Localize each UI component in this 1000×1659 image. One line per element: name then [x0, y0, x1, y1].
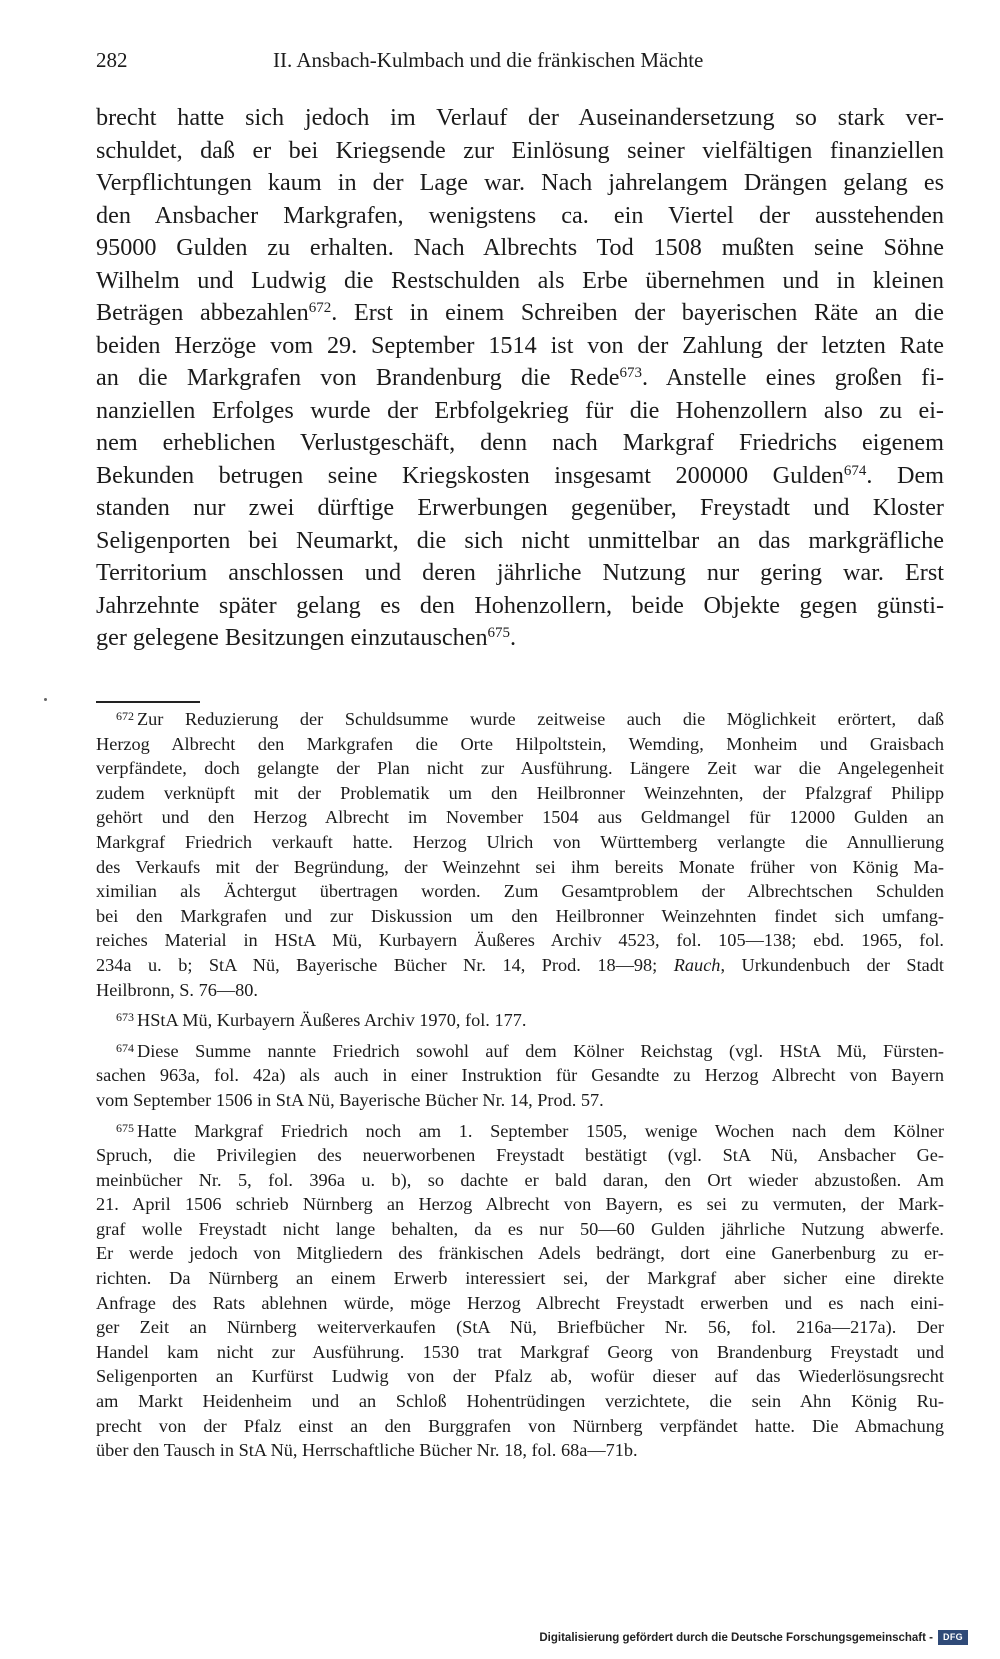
footnote-reference: 674 — [843, 462, 867, 479]
footnote-673 — [96, 1008, 944, 1033]
footnote-reference: 672 — [308, 300, 332, 316]
body-line: nem erheblichen Verlustgeschäft, denn nach Markgraf Friedrichs eigenem — [96, 429, 944, 456]
footnote-line: $^{673}$ HStA Mü, Kurbayern Äußeres Archiv 1970, fol. 177. — [116, 1010, 527, 1031]
body-line: den Ansbacher Markgrafen, wenigstens ca. ein Viertel der ausstehenden — [96, 201, 944, 229]
page-number: 282 — [96, 48, 128, 72]
footnote-line: gehört und den Herzog Albrecht im November 1504 aus Geldmangel für 12000 Gulden an — [96, 807, 944, 828]
footnote-number: 674 — [116, 1040, 134, 1055]
footnote-line: sachen 963a, fol. 42a) als auch in einer Instruktion für Gesandte zu Herzog Albrecht von Bayern — [96, 1065, 944, 1086]
credit-text: Digitalisierung gefördert durch die Deutsche Forschungsgemeinschaft - — [539, 1631, 933, 1644]
author-name: Rauch — [673, 954, 721, 975]
footnote-line: Anfrage des Rats ablehnen würde, möge Herzog Albrecht Freystadt erwerben und es nach eini- — [96, 1292, 944, 1313]
footnote-line: am Markt Heidenheim und an Schloß Hohentrüdingen verzichtete, die sein Ahn König Ru- — [96, 1391, 944, 1412]
footnote-line: graf wolle Freystadt nicht lange behalten, da es nur 50—60 Gulden jährliche Nutzung abwerfe. — [96, 1218, 944, 1239]
footnote-line: Heilbronn, S. 76—80. — [96, 979, 258, 1000]
footnote-line: Markgraf Friedrich verkauft hatte. Herzog Ulrich von Württemberg verlangte die Annullierung — [96, 831, 944, 852]
footnote-line: über den Tausch in StA Nü, Herrschaftliche Bücher Nr. 18, fol. 68a—71b. — [96, 1440, 638, 1461]
footnote-line: meinbücher Nr. 5, fol. 396a u. b), so dachte er bald daran, den Ort wieder abzustoßen. Am — [96, 1169, 944, 1190]
footnote-line: Herzog Albrecht den Markgrafen die Orte Hilpoltstein, Wemding, Monheim und Graisbach — [96, 733, 944, 754]
footnote-line: $^{674}$ Diese Summe nannte Friedrich sowohl auf dem Kölner Reichstag (vgl. HStA Mü, Fürsten- — [116, 1040, 944, 1061]
footnote-number: 672 — [116, 709, 134, 723]
footnote-line: Handel kam nicht zur Ausführung. 1530 trat Markgraf Georg von Brandenburg Freystadt und — [96, 1341, 944, 1362]
footnote-line: $^{672}$ Zur Reduzierung der Schuldsumme wurde zeitweise auch die Möglichkeit erörtert, daß — [116, 709, 944, 729]
body-line: Beträgen abbezahlen$^{672}$. Erst in einem Schreiben der bayerischen Räte an die — [96, 299, 944, 326]
body-line: schuldet, daß er bei Kriegsende zur Einlösung seiner vielfältigen finanziellen — [96, 136, 944, 164]
body-line: nanziellen Erfolges wurde der Erbfolgekrieg für die Hohenzollern also zu ei- — [96, 396, 944, 424]
footnote-line: vom September 1506 in StA Nü, Bayerische Bücher Nr. 14, Prod. 57. — [96, 1089, 604, 1110]
dfg-logo: DFG — [938, 1630, 968, 1645]
body-line: ger gelegene Besitzungen einzutauschen$^{675}$. — [96, 624, 517, 651]
running-title: II. Ansbach-Kulmbach und die fränkischen Mächte — [273, 48, 704, 72]
footnote-line: zudem verknüpft mit der Problematik um den Heilbronner Weinzehnten, der Pfalzgraf Philipp — [96, 782, 944, 803]
footnote-line: $^{675}$ Hatte Markgraf Friedrich noch am 1. September 1505, wenige Wochen nach dem Kölner — [116, 1120, 944, 1141]
margin-mark — [44, 698, 47, 701]
footnote-number: 675 — [116, 1120, 134, 1135]
footnote-675 — [96, 1119, 944, 1463]
footnote-674 — [96, 1039, 944, 1113]
footnote-line: verpfändete, doch gelangte der Plan nicht zur Ausführung. Längere Zeit war die Angelegenheit — [96, 758, 944, 779]
footnote-line: ximilian als Ächtergut übertragen worden. Zum Gesamtproblem der Albrechtschen Schulden — [96, 881, 944, 902]
body-line: Seligenporten bei Neumarkt, die sich nicht unmittelbar an das markgräfliche — [96, 526, 944, 554]
digitization-credit — [539, 1630, 968, 1645]
body-line: 95000 Gulden zu erhalten. Nach Albrechts Tod 1508 mußten seine Söhne — [96, 234, 944, 261]
footnote-separator — [96, 701, 200, 703]
body-line: brecht hatte sich jedoch im Verlauf der Auseinandersetzung so stark ver- — [96, 104, 944, 131]
body-line: Bekunden betrugen seine Kriegskosten insgesamt 200000 Gulden$^{674}$. Dem — [96, 461, 944, 489]
footnote-line: Seligenporten an Kurfürst Ludwig von der Pfalz ab, wofür dieser auf das Wiederlösungsrecht — [96, 1366, 944, 1387]
footnote-line: richten. Da Nürnberg an einem Erwerb interessiert sei, der Markgraf aber sicher eine direkte — [96, 1268, 944, 1289]
footnote-line: precht von der Pfalz einst an den Burggrafen von Nürnberg verpfändet hatte. Die Abmachung — [96, 1415, 944, 1436]
footnote-line: ger Zeit an Nürnberg weiterverkaufen (StA Nü, Briefbücher Nr. 56, fol. 216a—217a). Der — [96, 1317, 944, 1338]
footnote-line: Spruch, die Privilegien des neuerworbenen Freystadt bestätigt (vgl. StA Nü, Ansbacher Ge- — [96, 1145, 944, 1166]
footnote-672 — [96, 707, 944, 1002]
body-paragraph — [96, 102, 944, 655]
body-line: Verpflichtungen kaum in der Lage war. Nach jahrelangem Drängen gelang es — [96, 169, 944, 196]
body-line: Wilhelm und Ludwig die Restschulden als Erbe übernehmen und in kleinen — [96, 266, 944, 294]
footnote-line: 21. April 1506 schrieb Nürnberg an Herzog Albrecht von Bayern, es sei zu vermuten, der Mark- — [96, 1194, 944, 1215]
footnote-line: Er werde jedoch von Mitgliedern des fränkischen Adels bedrängt, dort eine Ganerbenburg zu er- — [96, 1243, 944, 1264]
footnotes-section — [96, 707, 944, 1463]
body-line: beiden Herzöge vom 29. September 1514 ist von der Zahlung der letzten Rate — [96, 331, 944, 359]
footnote-line: reiches Material in HStA Mü, Kurbayern Äußeres Archiv 4523, fol. 105—138; ebd. 1965, fol. — [96, 930, 944, 951]
footnote-line: des Verkaufs mit der Begründung, der Weinzehnt sei ihm bereits Monate früher von König Ma- — [96, 856, 944, 877]
footnote-number: 673 — [116, 1010, 134, 1025]
footnote-reference: 673 — [619, 365, 642, 381]
footnote-line: 234a u. b; StA Nü, Bayerische Bücher Nr. 14, Prod. 18—98; Rauch, Urkundenbuch der Stadt — [96, 954, 945, 975]
page-header — [96, 44, 916, 76]
footnote-line: bei den Markgrafen und zur Diskussion um den Heilbronner Weinzehnten findet sich umfang- — [96, 905, 944, 926]
body-line: Territorium anschlossen und deren jährliche Nutzung nur gering war. Erst — [96, 559, 944, 586]
footnote-reference: 675 — [487, 625, 511, 641]
body-line: Jahrzehnte später gelang es den Hohenzollern, beide Objekte gegen günsti- — [96, 591, 944, 619]
body-line: an die Markgrafen von Brandenburg die Rede$^{673}$. Anstelle eines großen fi- — [96, 364, 944, 391]
body-line: standen nur zwei dürftige Erwerbungen gegenüber, Freystadt und Kloster — [96, 494, 944, 521]
